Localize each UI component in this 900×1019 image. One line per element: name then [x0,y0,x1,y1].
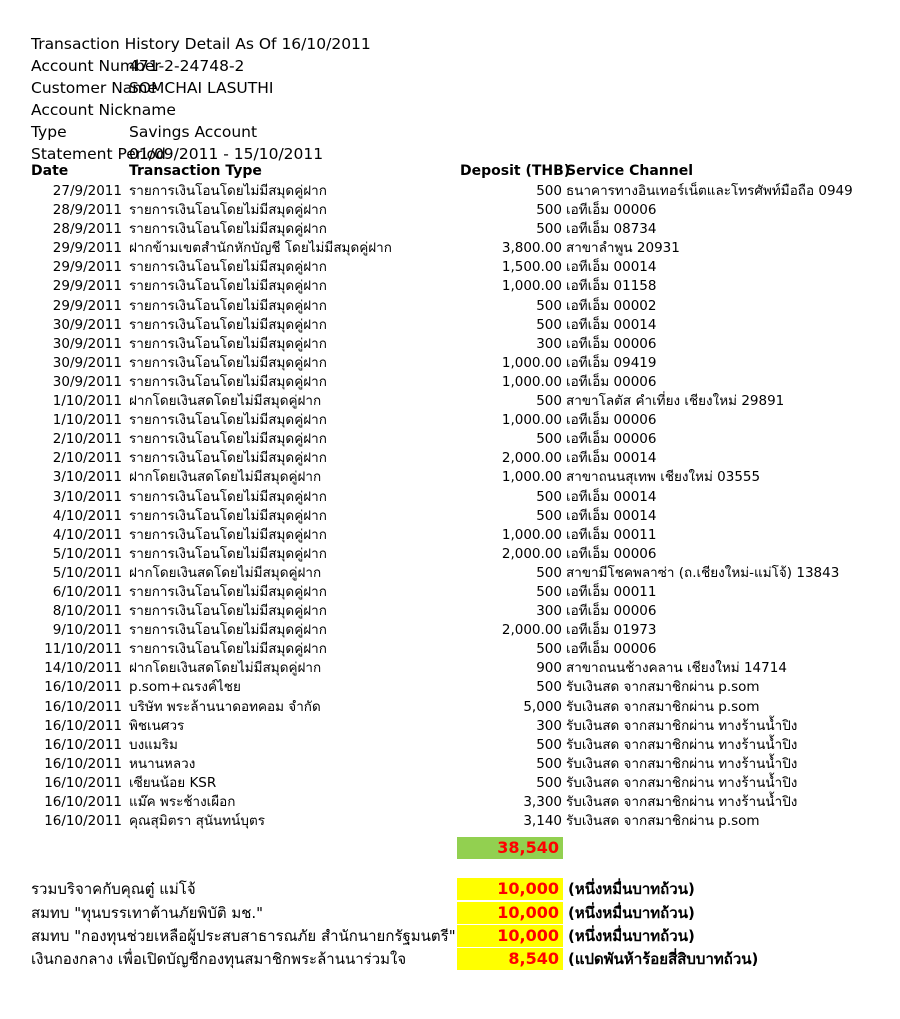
row-service-channel: ธนาคารทางอินเทอร์เน็ตและโทรศัพท์มือถือ 0949 [566,183,853,199]
table-row [0,526,900,545]
table-row [0,239,900,258]
row-deposit: 500 [536,641,562,658]
row-deposit: 1,000.00 [501,373,562,390]
row-date: 29/9/2011 [52,278,122,295]
row-service-channel: สาขาลำพูน 20931 [566,240,680,257]
row-date: 28/9/2011 [52,221,122,238]
row-service-channel: เอทีเอ็ม 00014 [566,507,657,524]
row-date: 30/9/2011 [52,354,122,371]
row-date: 16/10/2011 [44,774,122,791]
col-type-header: Transaction Type [129,163,262,179]
row-transaction-type: รายการเงินโอนโดยไม่มีสมุดคู่ฝาก [129,507,327,524]
row-transaction-type: รายการเงินโอนโดยไม่มีสมุดคู่ฝาก [129,202,327,219]
row-deposit: 500 [536,488,562,505]
row-transaction-type: คุณสุมิตรา สุนันทน์บุตร [129,813,265,830]
col-channel-header: Service Channel [566,163,693,179]
donation-line [0,948,900,970]
total-amount: 38,540 [457,837,563,859]
table-row [0,449,900,468]
type-row [31,121,471,143]
row-deposit: 500 [536,755,562,772]
table-row [0,392,900,411]
row-date: 29/9/2011 [52,259,122,276]
table-row [0,545,900,564]
row-deposit: 500 [536,583,562,600]
table-row [0,736,900,755]
row-service-channel: เอทีเอ็ม 00014 [566,316,657,333]
row-service-channel: รับเงินสด จากสมาชิกผ่าน p.som [566,698,760,715]
row-transaction-type: รายการเงินโอนโดยไม่มีสมุดคู่ฝาก [129,373,327,390]
row-service-channel: เอทีเอ็ม 01158 [566,278,657,295]
row-date: 29/9/2011 [52,240,122,257]
table-row [0,468,900,487]
row-transaction-type: รายการเงินโอนโดยไม่มีสมุดคู่ฝาก [129,431,327,448]
col-date-header: Date [31,163,69,179]
table-row [0,373,900,392]
page-title: Transaction History Detail As Of 16/10/2011 [31,35,371,53]
row-transaction-type: รายการเงินโอนโดยไม่มีสมุดคู่ฝาก [129,259,327,276]
table-row [0,220,900,239]
row-date: 16/10/2011 [44,755,122,772]
donation-amount-words: (หนึ่งหมื่นบาทถ้วน) [568,880,695,898]
table-row [0,583,900,602]
table-row [0,354,900,373]
donation-amount: 10,000 [457,925,563,947]
donation-label: เงินกองกลาง เพื่อเปิดบัญชีกองทุนสมาชิกพระล้านนาร่วมใจ [31,950,407,968]
row-deposit: 3,800.00 [501,240,562,257]
row-date: 6/10/2011 [52,583,122,600]
table-row [0,277,900,296]
row-date: 16/10/2011 [44,736,122,753]
row-deposit: 500 [536,221,562,238]
row-date: 16/10/2011 [44,717,122,734]
table-row [0,717,900,736]
row-transaction-type: รายการเงินโอนโดยไม่มีสมุดคู่ฝาก [129,412,327,429]
row-deposit: 300 [536,603,562,620]
row-transaction-type: รายการเงินโอนโดยไม่มีสมุดคู่ฝาก [129,526,327,543]
row-date: 16/10/2011 [44,794,122,810]
table-row [0,182,900,201]
row-deposit: 500 [536,316,562,333]
account-number-label: Account Number [31,57,161,75]
row-deposit: 500 [536,564,562,581]
donation-amount-words: (หนึ่งหมื่นบาทถ้วน) [568,904,695,922]
row-service-channel: เอทีเอ็ม 00006 [566,373,657,390]
table-row [0,488,900,507]
row-date: 16/10/2011 [44,679,122,696]
row-deposit: 1,000.00 [501,354,562,371]
customer-name-row [31,77,471,99]
row-service-channel: เอทีเอ็ม 00014 [566,488,657,505]
row-service-channel: รับเงินสด จากสมาชิกผ่าน ทางร้านน้ำปิง [566,755,798,772]
row-service-channel: เอทีเอ็ม 00006 [566,202,657,219]
row-date: 14/10/2011 [44,660,122,677]
row-deposit: 500 [536,393,562,410]
donation-line [0,925,900,947]
table-row [0,430,900,449]
row-deposit: 1,000.00 [501,469,562,486]
row-service-channel: เอทีเอ็ม 00014 [566,259,657,276]
row-deposit: 300 [536,335,562,352]
row-date: 4/10/2011 [52,526,122,543]
row-date: 3/10/2011 [52,488,122,505]
customer-name-label: Customer Name [31,79,157,97]
row-date: 1/10/2011 [52,412,122,429]
row-service-channel: เอทีเอ็ม 00006 [566,545,657,562]
table-row [0,335,900,354]
row-transaction-type: รายการเงินโอนโดยไม่มีสมุดคู่ฝาก [129,488,327,505]
row-service-channel: สาขาถนนช้างคลาน เชียงใหม่ 14714 [566,660,787,677]
row-date: 9/10/2011 [52,622,122,639]
nickname-label: Account Nickname [31,101,176,119]
row-service-channel: สาขาถนนสุเทพ เชียงใหม่ 03555 [566,469,761,486]
donation-label: สมทบ "ทุนบรรเทาต้านภัยพิบัติ มช." [31,904,264,922]
donation-label: สมทบ "กองทุนช่วยเหลือผู้ประสบสาธารณภัย สำนักนายกรัฐมนตรี" [31,927,456,945]
row-service-channel: เอทีเอ็ม 08734 [566,221,657,238]
row-deposit: 500 [536,507,562,524]
row-transaction-type: รายการเงินโอนโดยไม่มีสมุดคู่ฝาก [129,297,327,314]
table-row [0,564,900,583]
row-service-channel: เอทีเอ็ม 00006 [566,641,657,658]
table-row [0,297,900,316]
table-row [0,659,900,678]
row-transaction-type: หนานหลวง [129,755,196,772]
row-transaction-type: เซียนน้อย KSR [129,774,217,791]
row-transaction-type: แม๊ค พระช้างเผือก [129,794,236,810]
row-date: 2/10/2011 [52,450,122,467]
row-transaction-type: รายการเงินโอนโดยไม่มีสมุดคู่ฝาก [129,583,327,600]
nickname-row [31,99,471,121]
row-date: 29/9/2011 [52,297,122,314]
row-service-channel: เอทีเอ็ม 00006 [566,412,657,429]
table-row [0,258,900,277]
row-transaction-type: ฝากโดยเงินสดโดยไม่มีสมุดคู่ฝาก [129,393,322,410]
row-transaction-type: ฝากโดยเงินสดโดยไม่มีสมุดคู่ฝาก [129,564,322,581]
donation-amount: 8,540 [457,948,563,970]
statement-period-value: 01/09/2011 - 15/10/2011 [129,145,324,163]
row-service-channel: เอทีเอ็ม 01973 [566,622,657,639]
row-service-channel: รับเงินสด จากสมาชิกผ่าน ทางร้านน้ำปิง [566,736,798,753]
row-deposit: 3,300 [523,794,562,810]
table-row [0,678,900,697]
row-transaction-type: ฝากโดยเงินสดโดยไม่มีสมุดคู่ฝาก [129,469,322,486]
table-row [0,316,900,335]
donation-amount-words: (หนึ่งหมื่นบาทถ้วน) [568,927,695,945]
row-deposit: 2,000.00 [501,545,562,562]
row-service-channel: เอทีเอ็ม 00011 [566,583,657,600]
row-deposit: 1,000.00 [501,278,562,295]
row-date: 8/10/2011 [52,603,122,620]
row-deposit: 5,000 [523,698,562,715]
transaction-table [0,182,900,831]
customer-name-value: SOMCHAI LASUTHI [129,79,274,97]
row-transaction-type: รายการเงินโอนโดยไม่มีสมุดคู่ฝาก [129,545,327,562]
col-deposit-header: Deposit (THB) [460,163,571,179]
row-service-channel: เอทีเอ็ม 00006 [566,335,657,352]
row-deposit: 1,500.00 [501,259,562,276]
donation-line [0,902,900,924]
row-transaction-type: ฝากโดยเงินสดโดยไม่มีสมุดคู่ฝาก [129,660,322,677]
row-service-channel: รับเงินสด จากสมาชิกผ่าน ทางร้านน้ำปิง [566,717,798,734]
row-date: 16/10/2011 [44,698,122,715]
statement-period-row [31,143,471,165]
row-transaction-type: บริษัท พระล้านนาดอทคอม จำกัด [129,698,321,715]
type-value: Savings Account [129,123,258,141]
row-date: 5/10/2011 [52,564,122,581]
row-service-channel: เอทีเอ็ม 00002 [566,297,657,314]
row-deposit: 500 [536,431,562,448]
row-transaction-type: รายการเงินโอนโดยไม่มีสมุดคู่ฝาก [129,183,327,199]
row-service-channel: เอทีเอ็ม 00006 [566,431,657,448]
row-deposit: 2,000.00 [501,622,562,639]
row-deposit: 2,000.00 [501,450,562,467]
row-deposit: 900 [536,660,562,677]
row-deposit: 300 [536,717,562,734]
row-transaction-type: รายการเงินโอนโดยไม่มีสมุดคู่ฝาก [129,316,327,333]
row-date: 28/9/2011 [52,202,122,219]
row-deposit: 500 [536,297,562,314]
row-transaction-type: พิชเนศวร [129,717,185,734]
account-number-value: 471-2-24748-2 [129,57,245,75]
table-row [0,640,900,659]
table-row [0,774,900,793]
donation-label: รวมบริจาคกับคุณตู๋ แม่โจ้ [31,880,196,898]
row-service-channel: เอทีเอ็ม 09419 [566,354,657,371]
table-row [0,411,900,430]
donation-line [0,878,900,900]
account-number-row [31,55,471,77]
row-deposit: 1,000.00 [501,526,562,543]
row-service-channel: รับเงินสด จากสมาชิกผ่าน p.som [566,679,760,696]
row-transaction-type: รายการเงินโอนโดยไม่มีสมุดคู่ฝาก [129,450,327,467]
row-service-channel: รับเงินสด จากสมาชิกผ่าน ทางร้านน้ำปิง [566,774,798,791]
row-service-channel: เอทีเอ็ม 00006 [566,603,657,620]
row-transaction-type: ฝากข้ามเขตสำนักหักบัญชี โดยไม่มีสมุดคู่ฝาก [129,240,392,257]
donation-amount: 10,000 [457,902,563,924]
table-row [0,812,900,831]
row-deposit: 500 [536,736,562,753]
table-row [0,201,900,220]
row-deposit: 1,000.00 [501,412,562,429]
row-date: 27/9/2011 [52,183,122,199]
statement-period-label: Statement Period [31,145,166,163]
row-service-channel: รับเงินสด จากสมาชิกผ่าน ทางร้านน้ำปิง [566,794,798,810]
row-transaction-type: รายการเงินโอนโดยไม่มีสมุดคู่ฝาก [129,603,327,620]
row-transaction-type: รายการเงินโอนโดยไม่มีสมุดคู่ฝาก [129,335,327,352]
row-deposit: 3,140 [523,813,562,830]
table-row [0,507,900,526]
type-label: Type [31,123,67,141]
table-row [0,755,900,774]
row-date: 30/9/2011 [52,335,122,352]
row-date: 16/10/2011 [44,813,122,830]
row-date: 4/10/2011 [52,507,122,524]
row-service-channel: สาขาโลตัส คำเที่ยง เชียงใหม่ 29891 [566,393,785,410]
row-deposit: 500 [536,202,562,219]
table-row [0,698,900,717]
row-service-channel: รับเงินสด จากสมาชิกผ่าน p.som [566,813,760,830]
donation-amount-words: (แปดพันห้าร้อยสี่สิบบาทถ้วน) [568,950,759,968]
table-row [0,602,900,621]
row-transaction-type: รายการเงินโอนโดยไม่มีสมุดคู่ฝาก [129,221,327,238]
row-date: 11/10/2011 [44,641,122,658]
row-transaction-type: รายการเงินโอนโดยไม่มีสมุดคู่ฝาก [129,641,327,658]
row-transaction-type: บงแมริม [129,736,178,753]
row-date: 2/10/2011 [52,431,122,448]
row-date: 5/10/2011 [52,545,122,562]
row-deposit: 500 [536,183,562,199]
row-date: 3/10/2011 [52,469,122,486]
table-row [0,793,900,812]
table-row [0,621,900,640]
row-service-channel: เอทีเอ็ม 00014 [566,450,657,467]
row-deposit: 500 [536,774,562,791]
donation-amount: 10,000 [457,878,563,900]
row-date: 30/9/2011 [52,316,122,333]
row-transaction-type: รายการเงินโอนโดยไม่มีสมุดคู่ฝาก [129,354,327,371]
row-transaction-type: p.som+ณรงค์ไชย [129,679,241,696]
row-deposit: 500 [536,679,562,696]
row-transaction-type: รายการเงินโอนโดยไม่มีสมุดคู่ฝาก [129,278,327,295]
row-service-channel: สาขามีโชคพลาซ่า (ถ.เชียงใหม่-แม่โจ้) 13843 [566,564,840,581]
row-date: 1/10/2011 [52,393,122,410]
row-transaction-type: รายการเงินโอนโดยไม่มีสมุดคู่ฝาก [129,622,327,639]
row-service-channel: เอทีเอ็ม 00011 [566,526,657,543]
row-date: 30/9/2011 [52,373,122,390]
